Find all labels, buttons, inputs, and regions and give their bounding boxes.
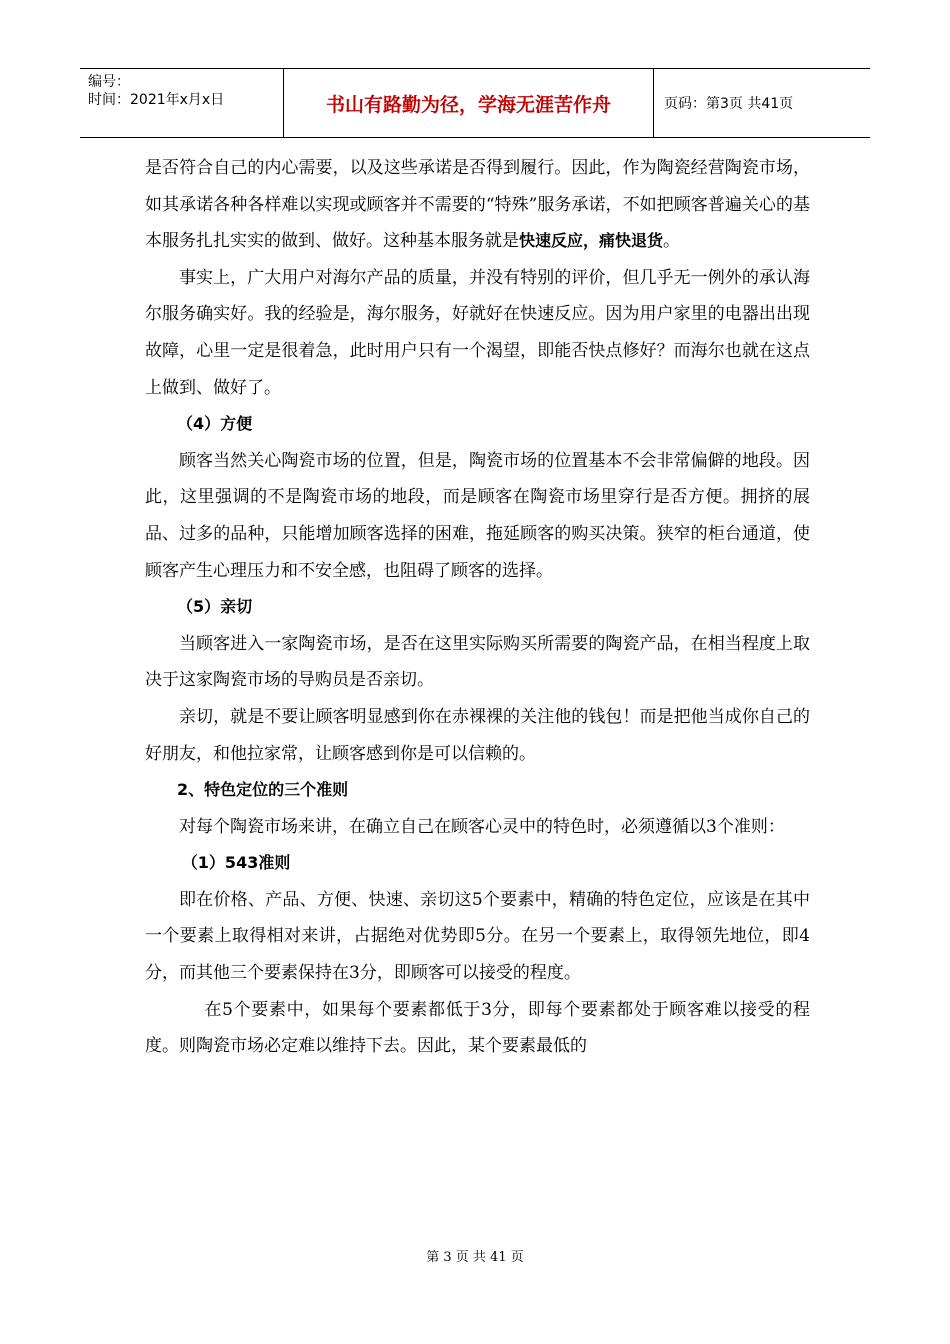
bold-phrase: 快速反应，痛快退货 bbox=[519, 231, 664, 251]
paragraph-service: 是否符合自己的内心需要，以及这些承诺是否得到履行。因此，作为陶瓷经营陶瓷市场，如其承诺各种各样难以实现或顾客并不需要的“特殊”服务承诺，不如把顾客普遍关心的基本服务扎扎实实的做到、做好。这种基本服务就是快速反应，痛快退货。 bbox=[145, 158, 810, 252]
document-body bbox=[145, 150, 810, 1065]
paragraph-convenience: 顾客当然关心陶瓷市场的位置，但是，陶瓷市场的位置基本不会非常偏僻的地段。因此，这里强调的不是陶瓷市场的地段，而是顾客在陶瓷市场里穿行是否方便。拥挤的展品、过多的品种，只能增加顾客选择的困难，拖延顾客的购买决策。狭窄的柜台通道，使顾客产生心理压力和不安全感，也阻碍了顾客的选择。 bbox=[145, 450, 810, 581]
header-motto: 书山有路勤为径，学海无涯苦作舟 bbox=[284, 69, 654, 137]
heading-convenience: （4）方便 bbox=[177, 414, 253, 434]
paragraph-friendly-1: 当顾客进入一家陶瓷市场，是否在这里实际购买所需要的陶瓷产品，在相当程度上取决于这家陶瓷市场的导购员是否亲切。 bbox=[145, 633, 810, 691]
paragraph-haier: 事实上，广大用户对海尔产品的质量，并没有特别的评价，但几乎无一例外的承认海尔服务确实好。我的经验是，海尔服务，好就好在快速反应。因为用户家里的电器出出现故障，心里一定是很着急，此时用户只有一个渴望，即能否快点修好？而海尔也就在这点上做到、做好了。 bbox=[145, 267, 810, 398]
paragraph-543-rule: 即在价格、产品、方便、快速、亲切这5个要素中，精确的特色定位，应该是在其中一个要素上取得相对来讲，占据绝对优势即5分。在另一个要素上，取得领先地位，即4分，而其他三个要素保持在3分，即顾客可以接受的程度。 bbox=[145, 889, 810, 984]
heading-543-rule: （1）543准则 bbox=[181, 853, 291, 873]
page-footer: 第 3 页 共 41 页 bbox=[426, 1250, 524, 1265]
heading-friendly: （5）亲切 bbox=[177, 597, 253, 617]
paragraph-three-rules: 对每个陶瓷市场来讲，在确立自己在顾客心灵中的特色时，必须遵循以3个准则： bbox=[179, 816, 785, 837]
paragraph-friendly-2: 亲切，就是不要让顾客明显感到你在赤裸裸的关注他的钱包！而是把他当成你自己的好朋友，和他拉家常，让顾客感到你是可以信赖的。 bbox=[145, 706, 810, 764]
heading-three-rules: 2、特色定位的三个准则 bbox=[177, 780, 349, 800]
document-date: 时间：2021年x月x日 bbox=[88, 92, 225, 108]
header-meta bbox=[80, 69, 284, 137]
paragraph-five-elements: 在5个要素中，如果每个要素都低于3分，即每个要素都处于顾客难以接受的程度。则陶瓷市场必定难以维持下去。因此，某个要素最低的 bbox=[145, 999, 810, 1057]
header-page-info: 页码：第3页 共41页 bbox=[664, 96, 794, 112]
document-number-label: 编号： bbox=[88, 74, 130, 90]
page-header bbox=[80, 68, 870, 138]
